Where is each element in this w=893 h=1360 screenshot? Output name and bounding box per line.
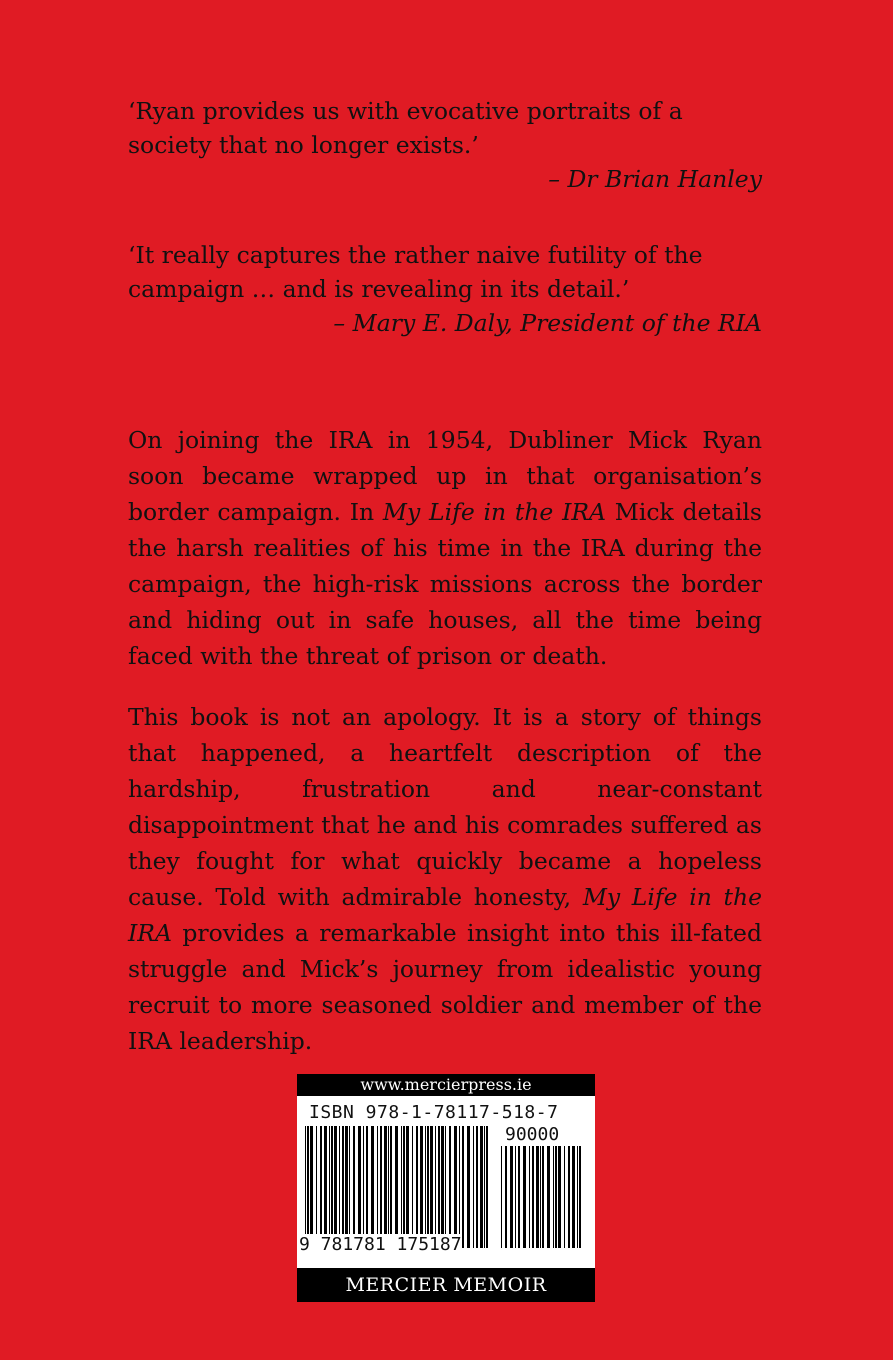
publisher-website: www.mercierpress.ie <box>297 1074 595 1096</box>
book-title: My Life in the IRA <box>382 498 607 526</box>
quote-1-attribution: – Dr Brian Hanley <box>548 165 762 193</box>
book-title: My Life in the IRA <box>128 883 762 947</box>
addon-barcode-bars <box>499 1146 583 1248</box>
ean-number: 9 781781 175187 <box>299 1234 462 1255</box>
isbn-label: ISBN 978-1-78117-518-7 <box>309 1102 559 1123</box>
price-addon-number: 90000 <box>505 1124 560 1145</box>
quote-2-attribution: – Mary E. Daly, President of the RIA <box>333 309 762 337</box>
imprint-label: MERCIER MEMOIR <box>297 1268 595 1302</box>
barcode-panel <box>297 1074 595 1302</box>
blurb-p1-text-a: On joining the IRA in 1954, Dubliner Mick Ryan soon became wrapped up in that organisation’s border campaign. In <box>128 426 762 526</box>
quote-1-text: ‘Ryan provides us with evocative portraits of a society that no longer exists.’ <box>128 97 683 159</box>
blurb-p2-text-a: This book is not an apology. It is a story of things that happened, a heartfelt description of the hardship, frustration and near-constant disappointment that he and his comrades suffered as they fought for what quickly became a hopeless cause. Told with admirable honesty, <box>128 703 762 911</box>
blurb-p1-text-b: Mick details the harsh realities of his time in the IRA during the campaign, the high-risk missions across the border and hiding out in safe houses, all the time being faced with the threat of prison or death. <box>128 498 762 670</box>
quote-2-text: ‘It really captures the rather naive futility of the campaign … and is revealing in its detail.’ <box>128 241 703 303</box>
blurb-paragraph-2 <box>128 699 762 1059</box>
blurb-paragraph-1 <box>128 422 762 674</box>
quote-2 <box>128 238 762 340</box>
ean-barcode-bars <box>303 1126 493 1248</box>
blurb-p2-text-b: provides a remarkable insight into this ill-fated struggle and Mick’s journey from idealistic young recruit to more seasoned soldier and member of the IRA leadership. <box>128 919 762 1055</box>
quote-1 <box>128 94 762 196</box>
